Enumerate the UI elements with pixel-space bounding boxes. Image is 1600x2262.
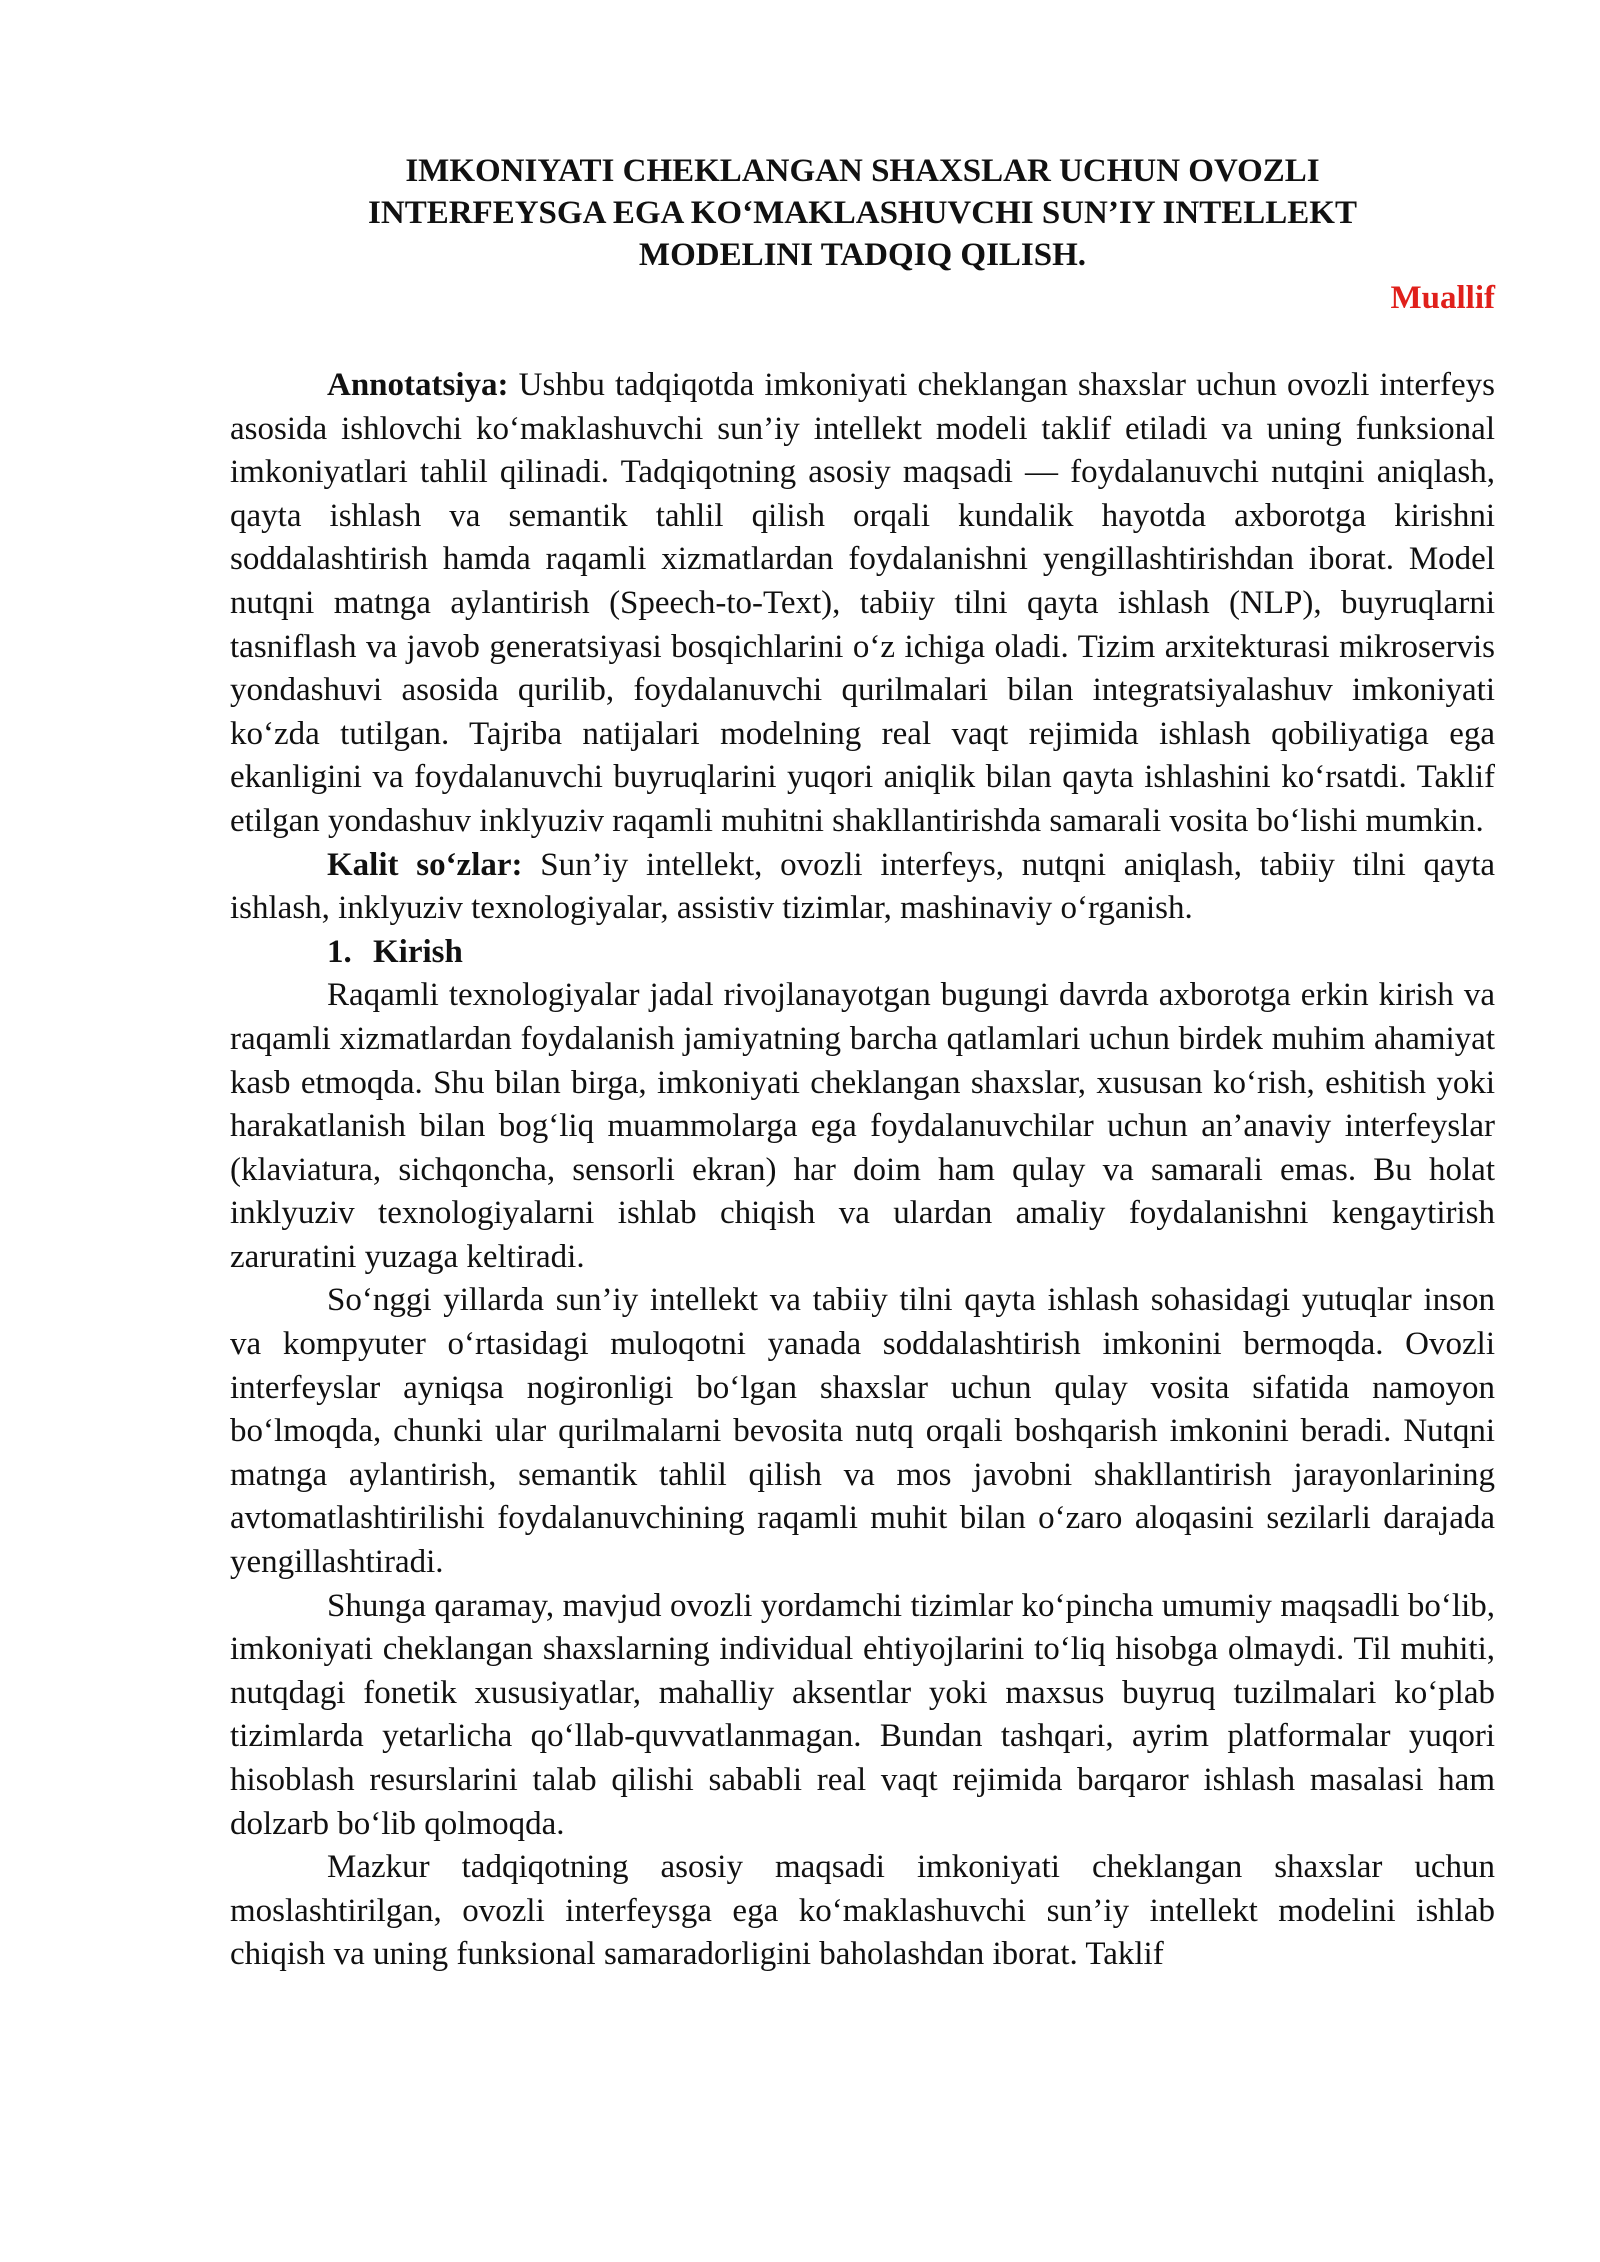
abstract-text: Ushbu tadqiqotda imkoniyati cheklangan shaxslar uchun ovozli interfeys asosida ishlovchi ko‘maklashuvchi sun’iy intellekt modeli taklif etiladi va uning funksional imkoniyatlari tahlil qilinadi. Tadqiqotning asosiy maqsadi — foydalanuvchi nutqini aniqlash, qayta ishlash va semantik tahlil qilish orqali kundalik hayotda axborotga kirishni soddalashtirish hamda raqamli xizmatlardan foydalanishni yengillashtirishdan iborat. Model nutqni matnga aylantirish (Speech-to-Text), tabiiy tilni qayta ishlash (NLP), buyruqlarni tasniflash va javob generatsiyasi bosqichlarini o‘z ichiga oladi. Tizim arxitekturasi mikroservis yondashuvi asosida qurilib, foydalanuvchi qurilmalari bilan integratsiyalashuv imkoniyati ko‘zda tutilgan. Tajriba natijalari modelning real vaqt rejimida ishlash qobiliyatiga ega ekanligini va foydalanuvchi buyruqlarini yuqori aniqlik bilan qayta ishlashini ko‘rsatdi. Taklif etilgan yondashuv inklyuziv raqamli muhitni shakllantirishda samarali vosita bo‘lishi mumkin. [230,367,1496,839]
author-name: Muallif [1390,280,1495,316]
section-heading-introduction [230,931,1495,975]
keywords-paragraph [230,844,1495,931]
abstract-paragraph [230,364,1495,844]
title-line-3: MODELINI TADQIQ QILISH. [638,237,1087,273]
body-paragraph: Shunga qaramay, mavjud ovozli yordamchi tizimlar ko‘pincha umumiy maqsadli bo‘lib, imkoniyati cheklangan shaxslarning individual ehtiyojlarini to‘liq hisobga olmaydi. Til muhiti, nutqdagi fonetik xususiyatlar, mahalliy aksentlar yoki maxsus buyruq tuzilmalari ko‘plab tizimlarda yetarlicha qo‘llab-quvvatlanmagan. Bundan tashqari, ayrim platformalar yuqori hisoblash resurslarini talab qilishi sababli real vaqt rejimida barqaror ishlash masalasi ham dolzarb bo‘lib qolmoqda. [230,1587,1495,1842]
section-title: Kirish [373,933,463,970]
keywords-text: Sun’iy intellekt, ovozli interfeys, nutqni aniqlash, tabiiy tilni qayta ishlash, inklyuziv texnologiyalar, assistiv tizimlar, mashinaviy o‘rganish. [230,846,1496,927]
title-line-2: INTERFEYSGA EGA KO‘MAKLASHUVCHI SUN’IY INTELLEKT [368,195,1357,231]
body-paragraph: Raqamli texnologiyalar jadal rivojlanayotgan bugungi davrda axborotga erkin kirish va raqamli xizmatlardan foydalanish jamiyatning barcha qatlamlari uchun birdek muhim ahamiyat kasb etmoqda. Shu bilan birga, imkoniyati cheklangan shaxslar, xususan ko‘rish, eshitish yoki harakatlanish bilan bog‘liq muammolarga ega foydalanuvchilar uchun an’anaviy interfeyslar (klaviatura, sichqoncha, sensorli ekran) har doim ham qulay va samarali emas. Bu holat inklyuziv texnologiyalarni ishlab chiqish va ulardan amaliy foydalanishni kengaytirish zaruratini yuzaga keltiradi. [230,977,1495,1275]
keywords-label: Kalit so‘zlar: [327,846,523,883]
abstract-label: Annotatsiya: [327,367,509,403]
title-line-1: IMKONIYATI CHEKLANGAN SHAXSLAR UCHUN OVOZLI [405,153,1320,189]
body-paragraph: So‘nggi yillarda sun’iy intellekt va tabiiy tilni qayta ishlash sohasidagi yutuqlar inson va kompyuter o‘rtasidagi muloqotni yanada soddalashtirish imkonini bermoqda. Ovozli interfeyslar ayniqsa nogironligi bo‘lgan shaxslar uchun qulay vosita sifatida namoyon bo‘lmoqda, chunki ular qurilmalarni bevosita nutq orqali boshqarish imkonini beradi. Nutqni matnga aylantirish, semantik tahlil qilish va mos javobni shakllantirish jarayonlarining avtomatlashtirilishi foydalanuvchining raqamli muhit bilan o‘zaro aloqasini sezilarli darajada yengillashtiradi. [230,1282,1495,1581]
body-paragraph: Mazkur tadqiqotning asosiy maqsadi imkoniyati cheklangan shaxslar uchun moslashtirilgan, ovozli interfeysga ega ko‘maklashuvchi sun’iy intellekt modelini ishlab chiqish va uning funksional samaradorligini baholashdan iborat. Taklif [230,1849,1495,1973]
document-page [230,150,1495,1977]
paper-title [230,150,1495,276]
section-number: 1. [327,933,352,970]
